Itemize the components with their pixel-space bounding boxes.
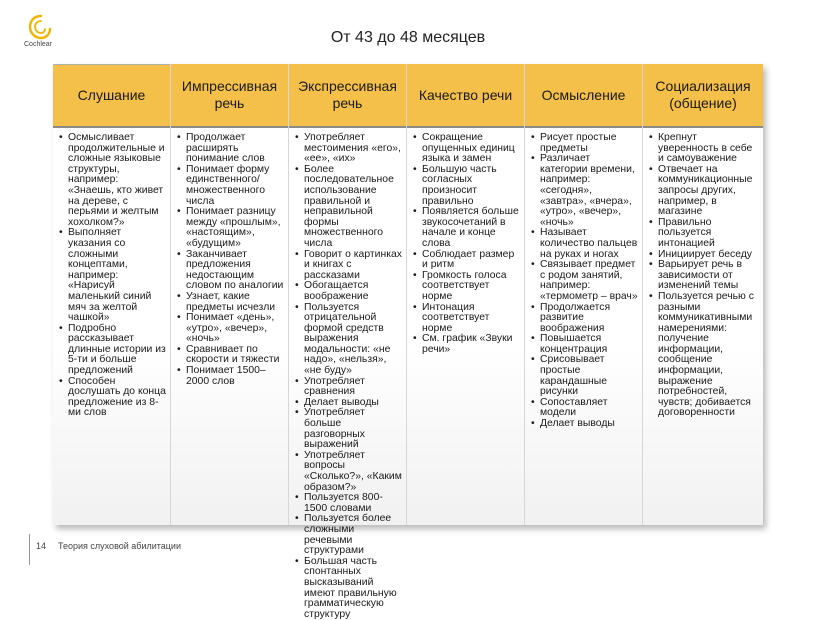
column-header: Слушание [53, 64, 170, 128]
table-column [525, 64, 643, 525]
list-item: • Появляется больше звукосочетаний в начале и конце слова [413, 207, 521, 249]
bullet-list [53, 128, 170, 419]
list-item: • См. график «Звуки речи» [413, 334, 521, 355]
list-item: • Употребляет сравнения [295, 377, 403, 398]
list-item: • Говорит о картинках и книгах с рассказами [295, 250, 403, 282]
list-item: • Делает выводы [531, 419, 639, 430]
page-title: От 43 до 48 месяцев [330, 29, 486, 46]
list-item: • Заканчивает предложения недостающим словом по аналогии [177, 250, 285, 292]
list-item: • Понимает форму единственного/ множественного числа [177, 165, 285, 207]
bullet-list [407, 128, 524, 355]
table-column [407, 64, 525, 525]
list-item: • Связывает предмет с родом занятий, например: «термометр – врач» [531, 260, 639, 302]
column-body [643, 128, 763, 525]
list-item: • Варьирует речь в зависимости от изменений темы [649, 260, 760, 292]
list-item: • Подробно рассказывает длинные истории из 5-ти и больше предложений [59, 324, 167, 377]
column-body [525, 128, 642, 525]
list-item: • Более последовательное использование правильной и неправильной формы множественного числа [295, 165, 403, 250]
column-body [407, 128, 524, 525]
list-item: • Сравнивает по скорости и тяжести [177, 345, 285, 366]
column-body [171, 128, 288, 525]
column-header: Импрессивная речь [171, 64, 288, 128]
list-item: • Пользуется отрицательной формой средств выражения модальности: «не надо», «нельзя», «не буду» [295, 303, 403, 377]
list-item: • Осмысливает продолжительные и сложные языковые структуры, например: «Знаешь, кто живет на дереве, с перьями и желтым хохолком?» [59, 133, 167, 228]
bullet-list [171, 128, 288, 387]
list-item: • Инициирует беседу [649, 250, 760, 261]
list-item: • Рисует простые предметы [531, 133, 639, 154]
list-item: • Употребляет вопросы «Сколько?», «Каким образом?» [295, 451, 403, 493]
column-header: Экспрессивная речь [289, 64, 406, 128]
list-item: • Правильно пользуется интонацией [649, 218, 760, 250]
list-item: • Большую часть согласных произносит правильно [413, 165, 521, 207]
list-item: • Способен дослушать до конца предложение из 8-ми слов [59, 377, 167, 419]
table-column [53, 64, 171, 525]
list-item: • Повышается концентрация [531, 334, 639, 355]
column-body [289, 128, 406, 620]
bullet-list [643, 128, 763, 419]
table-column [289, 64, 407, 620]
list-item: • Срисовывает простые карандашные рисунки [531, 355, 639, 397]
list-item: • Понимает разницу между «прошлым», «настоящим», «будущим» [177, 207, 285, 249]
list-item: • Пользуется более сложными речевыми структурами [295, 514, 403, 556]
column-header: Социализация (общение) [643, 64, 763, 128]
column-header: Осмысление [525, 64, 642, 128]
list-item: • Различает категории времени, например: «сегодня», «завтра», «вчера», «утро», «вечер», «ночь» [531, 154, 639, 228]
list-item: • Продолжает расширять понимание слов [177, 133, 285, 165]
list-item: • Отвечает на коммуникационные запросы других, например, в магазине [649, 165, 760, 218]
list-item: • Употребляет местоимения «его», «ее», «их» [295, 133, 403, 165]
list-item: • Понимает «день», «утро», «вечер», «ночь» [177, 313, 285, 345]
list-item: • Пользуется 800-1500 словами [295, 493, 403, 514]
table-column [643, 64, 763, 525]
page-number: 14 [36, 541, 47, 551]
list-item: • Большая часть спонтанных высказываний имеют правильную грамматическую структуру [295, 557, 403, 620]
list-item: • Громкость голоса соответствует норме [413, 271, 521, 303]
list-item: • Обогащается воображение [295, 281, 403, 302]
list-item: • Сопоставляет модели [531, 398, 639, 419]
list-item: • Продолжается развитие воображения [531, 303, 639, 335]
list-item: • Сокращение опущенных единиц языка и замен [413, 133, 521, 165]
list-item: • Интонация соответствует норме [413, 303, 521, 335]
bullet-list [289, 128, 406, 620]
column-body [53, 128, 170, 525]
list-item: • Называет количество пальцев на руках и ногах [531, 228, 639, 260]
logo-wordmark: Cochlear [24, 41, 53, 48]
bullet-list [525, 128, 642, 430]
list-item: • Употребляет больше разговорных выражений [295, 408, 403, 450]
footer-title: Теория слуховой абилитации [58, 541, 181, 551]
footer-divider [29, 534, 30, 565]
list-item: • Соблюдает размер и ритм [413, 250, 521, 271]
list-item: • Крепнут уверенность в себе и самоуважение [649, 133, 760, 165]
list-item: • Делает выводы [295, 398, 403, 409]
list-item: • Узнает, какие предметы исчезли [177, 292, 285, 313]
list-item: • Выполняет указания со сложными концептами, например: «Нарисуй маленький синий мяч за желтой чашкой» [59, 228, 167, 323]
table-column [171, 64, 289, 525]
list-item: • Понимает 1500–2000 слов [177, 366, 285, 387]
list-item: • Пользуется речью с разными коммуникативными намерениями: получение информации, сообщение информации, выражение потребностей, чувств; добивается договоренности [649, 292, 760, 419]
column-header: Качество речи [407, 64, 524, 128]
